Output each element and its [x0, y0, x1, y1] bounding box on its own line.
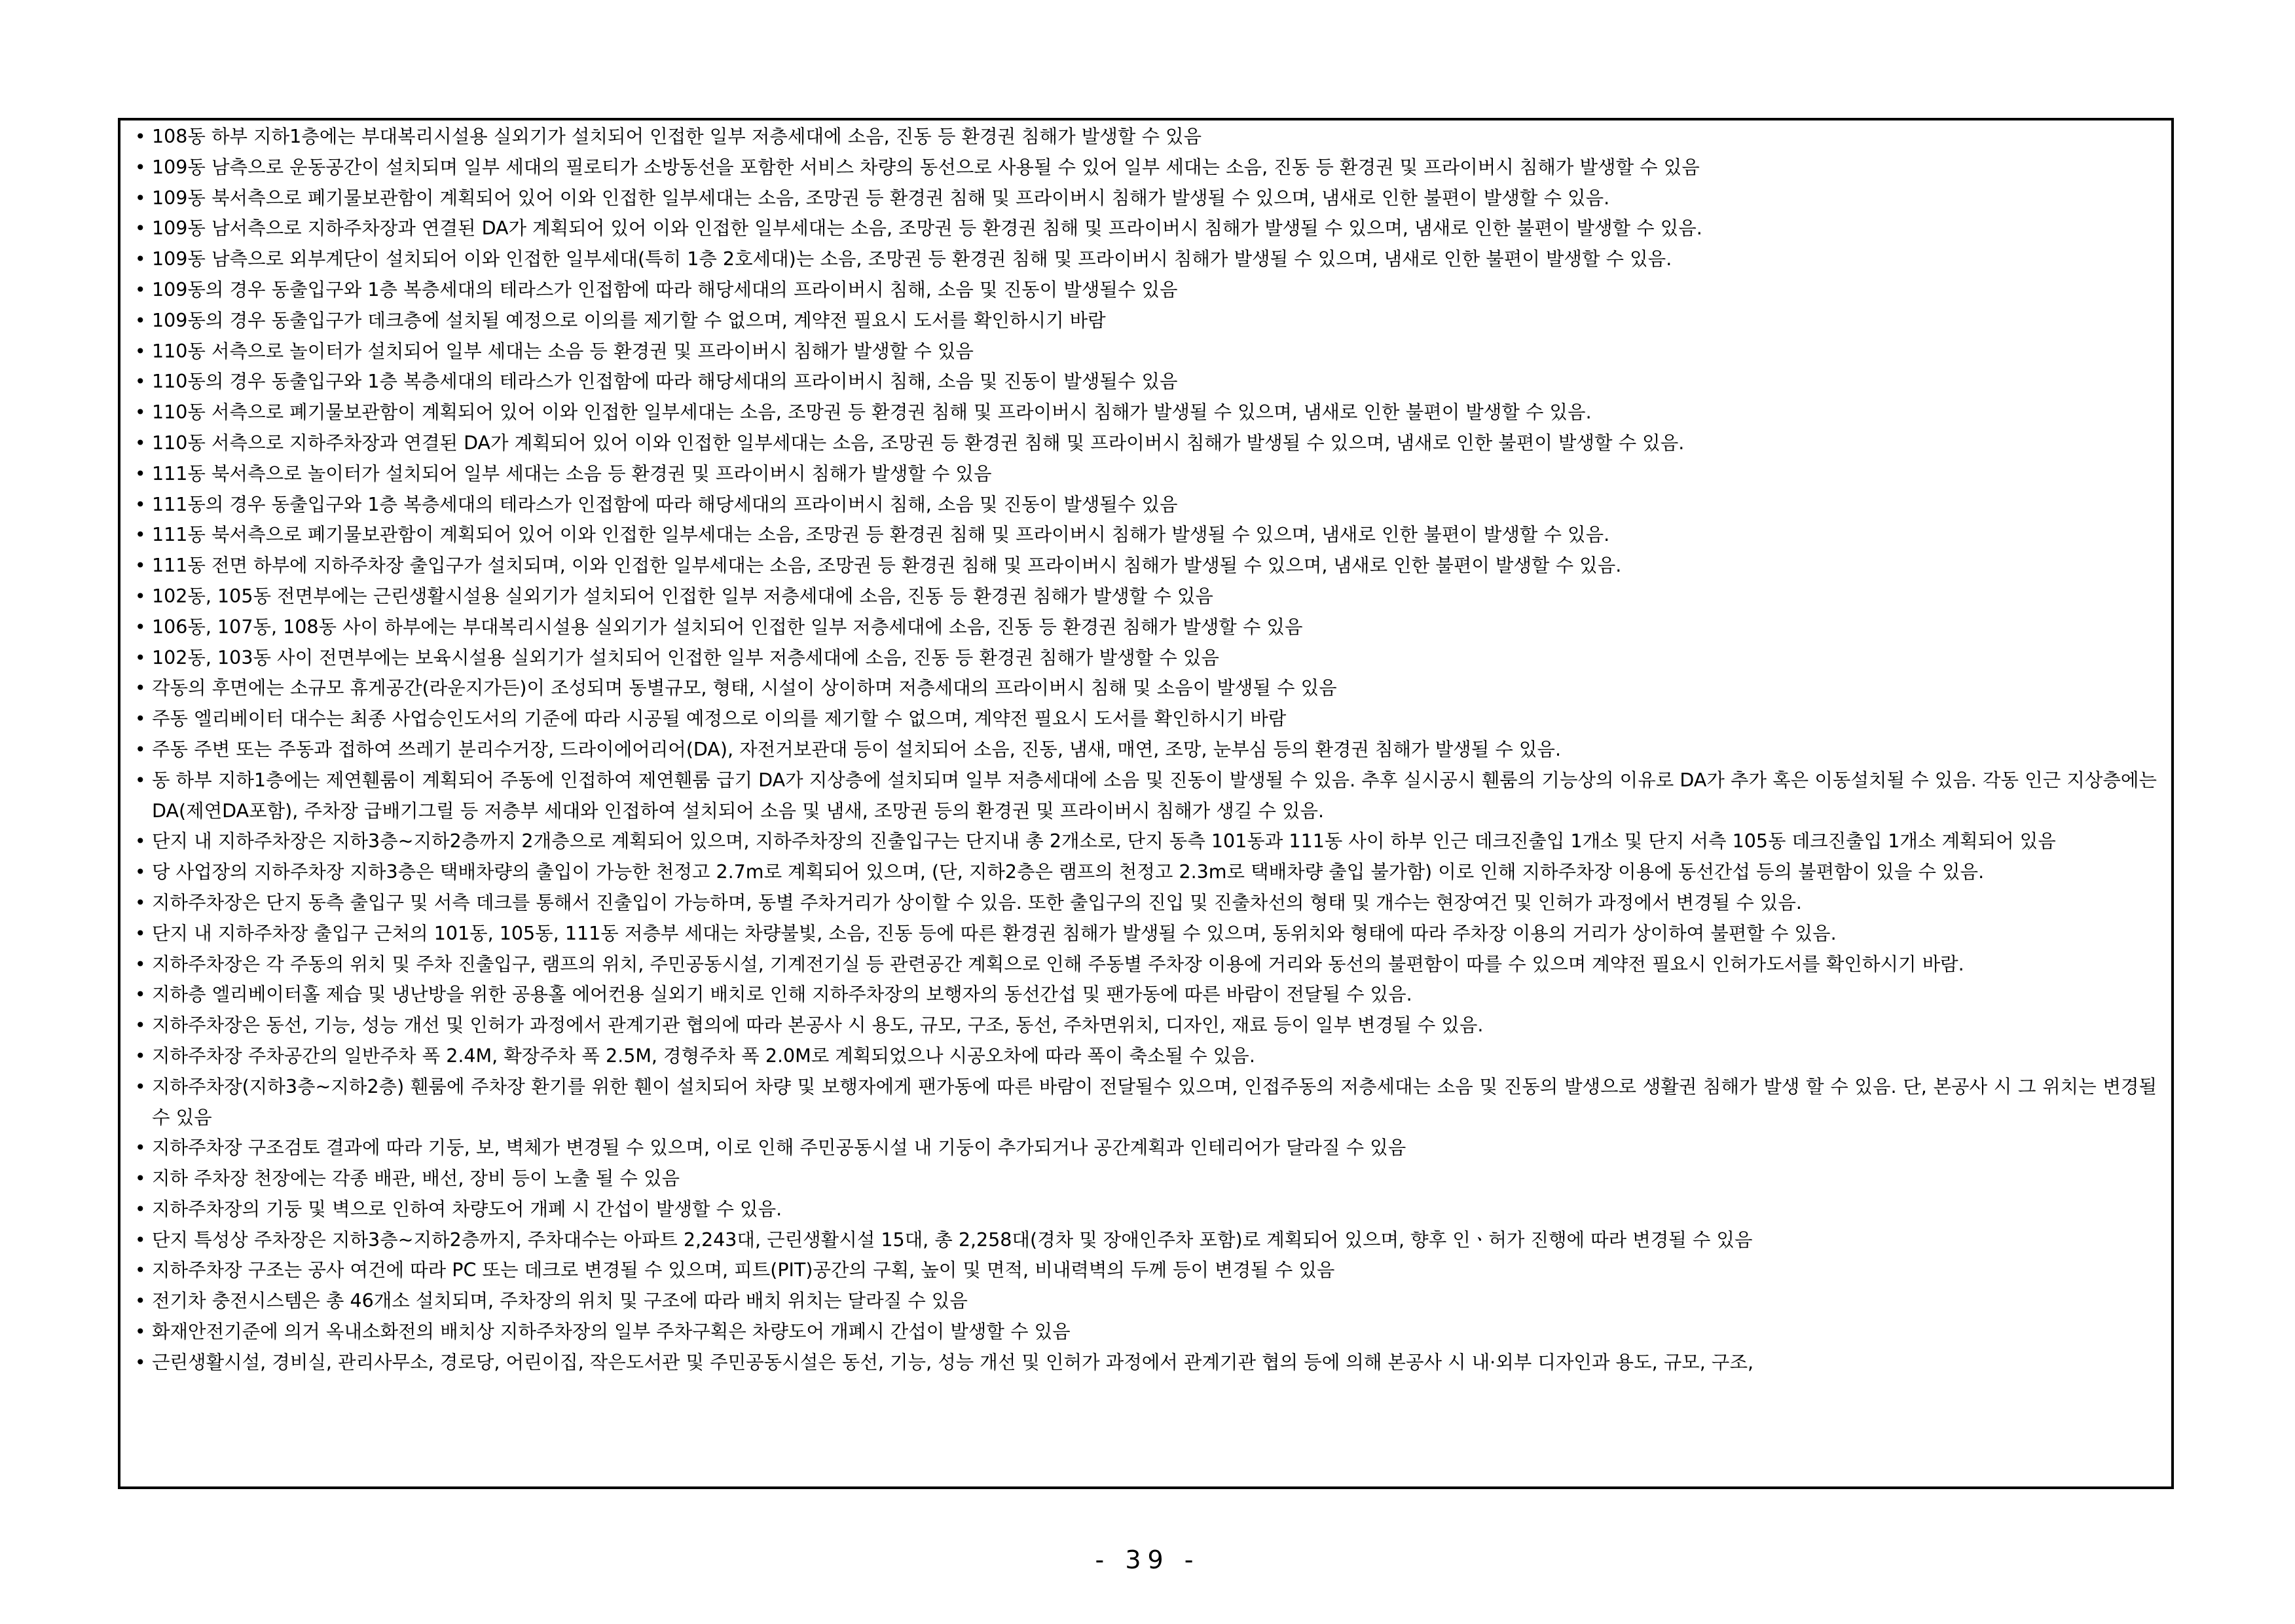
notice-item [135, 490, 2157, 521]
notice-item [135, 122, 2157, 153]
notice-text: 111동 북서측으로 폐기물보관함이 계획되어 있어 이와 인접한 일부세대는 소음, 조망권 등 환경권 침해 및 프라이버시 침해가 발생될 수 있으며, 냄새로 인한 불편이 발생할 수 있음. [152, 524, 1610, 546]
bullet-icon: • [135, 493, 146, 515]
notice-text: 단지 특성상 주차장은 지하3층~지하2층까지, 주차대수는 아파트 2,243대, 근린생활시설 15대, 총 2,258대(경차 및 장애인주차 포함)로 계획되어 있으며, 향후 인ㆍ허가 진행에 따라 변경될 수 있음 [152, 1228, 1753, 1251]
notice-text: 단지 내 지하주차장은 지하3층~지하2층까지 2개층으로 계획되어 있으며, 지하주차장의 진출입구는 단지내 총 2개소로, 단지 동측 101동과 111동 사이 하부 인근 데크진출입 1개소 및 단지 서측 105동 데크진출입 1개소 계획되어 있음 [152, 830, 2056, 853]
bullet-icon: • [135, 677, 146, 699]
notice-text: 동 하부 지하1층에는 제연휀룸이 계획되어 주동에 인접하여 제연휀룸 급기 DA가 지상층에 설치되며 일부 저층세대에 소음 및 진동이 발생될 수 있음. 추후 실시공시 휀룸의 기능상의 이유로 DA가 추가 혹은 이동설치될 수 있음. 각동 인근 지상층에는 DA(제연DA포함), 주차장 급배기그릴 등 저층부 세대와 인접하여 설치되어 소음 및 냄새, 조망권 등의 환경권 및 프라이버시 침해가 생길 수 있음. [152, 769, 2157, 822]
notice-item [135, 888, 2157, 919]
bullet-icon: • [135, 861, 146, 883]
notice-item [135, 612, 2157, 643]
notice-text: 106동, 107동, 108동 사이 하부에는 부대복리시설용 실외기가 설치되어 인접한 일부 저층세대에 소음, 진동 등 환경권 침해가 발생할 수 있음 [152, 616, 1303, 638]
bullet-icon: • [135, 555, 146, 577]
notice-item [135, 643, 2157, 674]
bullet-icon: • [135, 922, 146, 944]
notice-item [135, 826, 2157, 857]
notice-item [135, 306, 2157, 337]
notice-text: 지하주차장 주차공간의 일반주차 폭 2.4M, 확장주차 폭 2.5M, 경형주차 폭 2.0M로 계획되었으나 시공오차에 따라 폭이 축소될 수 있음. [152, 1044, 1255, 1067]
notice-text: 지하층 엘리베이터홀 제습 및 냉난방을 위한 공용홀 에어컨용 실외기 배치로 인해 지하주차장의 보행자의 동선간섭 및 팬가동에 따른 바람이 전달될 수 있음. [152, 984, 1412, 1006]
notice-text: 지하주차장은 단지 동측 출입구 및 서측 데크를 통해서 진출입이 가능하며, 동별 주차거리가 상이할 수 있음. 또한 출입구의 진입 및 진출차선의 형태 및 개수는 현장여건 및 인허가 과정에서 변경될 수 있음. [152, 891, 1802, 913]
bullet-icon: • [135, 1259, 146, 1282]
notice-text: 108동 하부 지하1층에는 부대복리시설용 실외기가 설치되어 인접한 일부 저층세대에 소음, 진동 등 환경권 침해가 발생할 수 있음 [152, 126, 1202, 147]
notice-text: 주동 엘리베이터 대수는 최종 사업승인도서의 기준에 따라 시공될 예정으로 이의를 제기할 수 없으며, 계약전 필요시 도서를 확인하시기 바람 [152, 708, 1287, 730]
notice-box [118, 118, 2174, 1489]
notice-item [135, 1255, 2157, 1286]
notice-item [135, 1225, 2157, 1256]
notice-item [135, 459, 2157, 490]
notice-text: 109동 남서측으로 지하주차장과 연결된 DA가 계획되어 있어 이와 인접한 일부세대는 소음, 조망권 등 환경권 침해 및 프라이버시 침해가 발생될 수 있으며, 냄새로 인한 불편이 발생할 수 있음. [152, 217, 1702, 240]
notice-item [135, 183, 2157, 214]
notice-item [135, 153, 2157, 183]
notice-text: 110동 서측으로 놀이터가 설치되어 일부 세대는 소음 등 환경권 및 프라이버시 침해가 발생할 수 있음 [152, 340, 974, 362]
notice-text: 102동, 103동 사이 전면부에는 보육시설용 실외기가 설치되어 인접한 일부 저층세대에 소음, 진동 등 환경권 침해가 발생할 수 있음 [152, 646, 1219, 669]
notice-text: 화재안전기준에 의거 옥내소화전의 배치상 지하주차장의 일부 주차구획은 차량도어 개폐시 간섭이 발생할 수 있음 [152, 1321, 1071, 1343]
notice-text: 지하주차장의 기둥 및 벽으로 인하여 차량도어 개폐 시 간섭이 발생할 수 있음. [152, 1198, 782, 1220]
notice-item [135, 428, 2157, 459]
bullet-icon: • [135, 432, 146, 454]
notice-item [135, 213, 2157, 244]
notice-item [135, 980, 2157, 1010]
notice-item [135, 337, 2157, 367]
notice-text: 109동의 경우 동출입구와 1층 복층세대의 테라스가 인접함에 따라 해당세대의 프라이버시 침해, 소음 및 진동이 발생될수 있음 [152, 278, 1178, 301]
bullet-icon: • [135, 646, 146, 669]
notice-text: 지하주차장은 각 주동의 위치 및 주차 진출입구, 램프의 위치, 주민공동시설, 기계전기실 등 관련공간 계획으로 인해 주동별 주차장 이용에 거리와 동선의 불편함이 따를 수 있으며 계약전 필요시 인허가도서를 확인하시기 바람. [152, 953, 1964, 975]
bullet-icon: • [135, 524, 146, 546]
notice-text: 지하주차장(지하3층~지하2층) 휀룸에 주차장 환기를 위한 휀이 설치되어 차량 및 보행자에게 팬가동에 따른 바람이 전달될수 있으며, 인접주동의 저층세대는 소음 및 진동의 발생으로 생활권 침해가 발생 할 수 있음. 단, 본공사 시 그 위치는 변경될 수 있음 [152, 1075, 2157, 1128]
notice-text: 근린생활시설, 경비실, 관리사무소, 경로당, 어린이집, 작은도서관 및 주민공동시설은 동선, 기능, 성능 개선 및 인허가 과정에서 관계기관 협의 등에 의해 본공사 시 내·외부 디자인과 용도, 규모, 구조, [152, 1351, 1754, 1373]
notice-item [135, 275, 2157, 306]
notice-item [135, 1317, 2157, 1348]
bullet-icon: • [135, 984, 146, 1006]
notice-text: 단지 내 지하주차장 출입구 근처의 101동, 105동, 111동 저층부 세대는 차량불빛, 소음, 진동 등에 따른 환경권 침해가 발생될 수 있으며, 동위치와 형태에 따라 주차장 이용의 거리가 상이하여 불편할 수 있음. [152, 922, 1837, 944]
notice-item [135, 367, 2157, 397]
notice-text: 각동의 후면에는 소규모 휴게공간(라운지가든)이 조성되며 동별규모, 형태, 시설이 상이하며 저층세대의 프라이버시 침해 및 소음이 발생될 수 있음 [152, 677, 1337, 699]
bullet-icon: • [135, 953, 146, 975]
bullet-icon: • [135, 371, 146, 393]
notice-text: 당 사업장의 지하주차장 지하3층은 택배차량의 출입이 가능한 천정고 2.7m로 계획되어 있으며, (단, 지하2층은 램프의 천정고 2.3m로 택배차량 출입 불가함) 이로 인해 지하주차장 이용에 동선간섭 등의 불편함이 있을 수 있음. [152, 861, 1985, 883]
notice-text: 110동 서측으로 지하주차장과 연결된 DA가 계획되어 있어 이와 인접한 일부세대는 소음, 조망권 등 환경권 침해 및 프라이버시 침해가 발생될 수 있으며, 냄새로 인한 불편이 발생할 수 있음. [152, 432, 1685, 454]
bullet-icon: • [135, 1228, 146, 1251]
notice-item [135, 397, 2157, 428]
notice-item [135, 704, 2157, 735]
bullet-icon: • [135, 340, 146, 362]
page-number: - 39 - [1095, 1545, 1200, 1574]
notice-text: 110동의 경우 동출입구와 1층 복층세대의 테라스가 인접함에 따라 해당세대의 프라이버시 침해, 소음 및 진동이 발생될수 있음 [152, 371, 1178, 393]
notice-item [135, 1133, 2157, 1164]
notice-text: 111동 북서측으로 놀이터가 설치되어 일부 세대는 소음 등 환경권 및 프라이버시 침해가 발생할 수 있음 [152, 462, 992, 485]
bullet-icon: • [135, 126, 146, 147]
notice-item [135, 919, 2157, 950]
notice-item [135, 1072, 2157, 1134]
notice-text: 주동 주변 또는 주동과 접하여 쓰레기 분리수거장, 드라이에어리어(DA), 자전거보관대 등이 설치되어 소음, 진동, 냄새, 매연, 조망, 눈부심 등의 환경권 침해가 발생될 수 있음. [152, 738, 1562, 760]
notice-text: 109동 남측으로 운동공간이 설치되며 일부 세대의 필로티가 소방동선을 포함한 서비스 차량의 동선으로 사용될 수 있어 일부 세대는 소음, 진동 등 환경권 및 프라이버시 침해가 발생할 수 있음 [152, 156, 1700, 178]
bullet-icon: • [135, 585, 146, 607]
notice-item [135, 766, 2157, 827]
bullet-icon: • [135, 401, 146, 424]
bullet-icon: • [135, 1198, 146, 1220]
notice-item [135, 1348, 2157, 1378]
notice-item [135, 244, 2157, 275]
notice-item [135, 1041, 2157, 1072]
bullet-icon: • [135, 217, 146, 240]
bullet-icon: • [135, 248, 146, 270]
bullet-icon: • [135, 1168, 146, 1190]
notice-item [135, 857, 2157, 888]
bullet-icon: • [135, 1014, 146, 1037]
bullet-icon: • [135, 1321, 146, 1343]
notice-text: 110동 서측으로 폐기물보관함이 계획되어 있어 이와 인접한 일부세대는 소음, 조망권 등 환경권 침해 및 프라이버시 침해가 발생될 수 있으며, 냄새로 인한 불편이 발생할 수 있음. [152, 401, 1592, 424]
bullet-icon: • [135, 156, 146, 178]
notice-item [135, 1164, 2157, 1194]
notice-text: 지하주차장은 동선, 기능, 성능 개선 및 인허가 과정에서 관계기관 협의에 따라 본공사 시 용도, 규모, 구조, 동선, 주차면위치, 디자인, 재료 등이 일부 변경될 수 있음. [152, 1014, 1484, 1037]
notice-text: 102동, 105동 전면부에는 근린생활시설용 실외기가 설치되어 인접한 일부 저층세대에 소음, 진동 등 환경권 침해가 발생할 수 있음 [152, 585, 1213, 607]
bullet-icon: • [135, 187, 146, 209]
notice-text: 지하 주차장 천장에는 각종 배관, 배선, 장비 등이 노출 될 수 있음 [152, 1168, 680, 1190]
notice-item [135, 551, 2157, 581]
notice-text: 전기차 충전시스템은 총 46개소 설치되며, 주차장의 위치 및 구조에 따라 배치 위치는 달라질 수 있음 [152, 1290, 968, 1312]
notice-text: 109동의 경우 동출입구가 데크층에 설치될 예정으로 이의를 제기할 수 없으며, 계약전 필요시 도서를 확인하시기 바람 [152, 309, 1106, 331]
notice-text: 109동 남측으로 외부계단이 설치되어 이와 인접한 일부세대(특히 1층 2호세대)는 소음, 조망권 등 환경권 침해 및 프라이버시 침해가 발생될 수 있으며, 냄새로 인한 불편이 발생할 수 있음. [152, 248, 1672, 270]
bullet-icon: • [135, 309, 146, 331]
bullet-icon: • [135, 738, 146, 760]
bullet-icon: • [135, 1044, 146, 1067]
notice-item [135, 735, 2157, 766]
bullet-icon: • [135, 1290, 146, 1312]
bullet-icon: • [135, 616, 146, 638]
bullet-icon: • [135, 278, 146, 301]
bullet-icon: • [135, 891, 146, 913]
bullet-icon: • [135, 1351, 146, 1373]
bullet-icon: • [135, 462, 146, 485]
bullet-icon: • [135, 1137, 146, 1159]
notice-item [135, 520, 2157, 551]
notice-text: 111동 전면 하부에 지하주차장 출입구가 설치되며, 이와 인접한 일부세대는 소음, 조망권 등 환경권 침해 및 프라이버시 침해가 발생될 수 있으며, 냄새로 인한 불편이 발생할 수 있음. [152, 555, 1622, 577]
notice-text: 지하주차장 구조검토 결과에 따라 기둥, 보, 벽체가 변경될 수 있으며, 이로 인해 주민공동시설 내 기둥이 추가되거나 공간계획과 인테리어가 달라질 수 있음 [152, 1137, 1406, 1159]
notice-text: 지하주차장 구조는 공사 여건에 따라 PC 또는 데크로 변경될 수 있으며, 피트(PIT)공간의 구획, 높이 및 면적, 비내력벽의 두께 등이 변경될 수 있음 [152, 1259, 1335, 1282]
bullet-icon: • [135, 769, 146, 791]
notice-item [135, 1286, 2157, 1317]
notice-item [135, 673, 2157, 704]
notice-item [135, 1194, 2157, 1225]
notice-item [135, 950, 2157, 980]
notice-item [135, 581, 2157, 612]
notice-item [135, 1010, 2157, 1041]
notice-text: 109동 북서측으로 폐기물보관함이 계획되어 있어 이와 인접한 일부세대는 소음, 조망권 등 환경권 침해 및 프라이버시 침해가 발생될 수 있으며, 냄새로 인한 불편이 발생할 수 있음. [152, 187, 1610, 209]
bullet-icon: • [135, 830, 146, 853]
notice-text: 111동의 경우 동출입구와 1층 복층세대의 테라스가 인접함에 따라 해당세대의 프라이버시 침해, 소음 및 진동이 발생될수 있음 [152, 493, 1178, 515]
notice-list [135, 122, 2157, 1378]
bullet-icon: • [135, 1075, 146, 1098]
bullet-icon: • [135, 708, 146, 730]
